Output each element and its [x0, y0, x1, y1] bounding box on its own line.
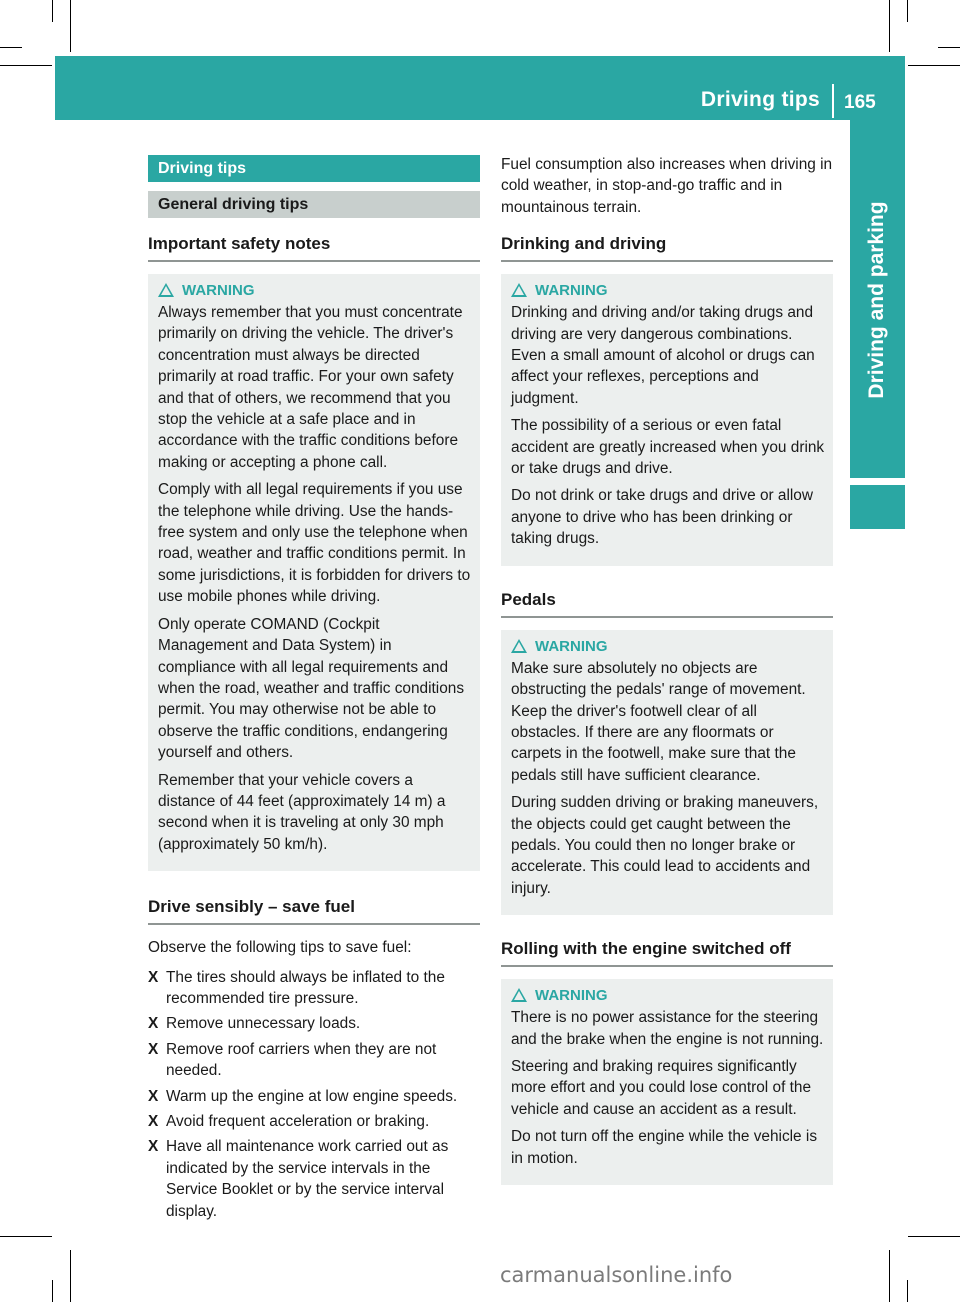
warning-paragraph: Always remember that you must concentrate primarily on driving the vehicle. The driver's concentration must always be directed primarily at road traffic. For your own safety and that of others, we recommend that you stop the vehicle at a safe place and in accordance with the traffic conditions before making or accepting a phone call. — [158, 304, 463, 471]
drinking-heading: Drinking and driving — [501, 232, 833, 262]
crop-mark — [907, 0, 908, 22]
fuel-tips-list — [148, 967, 480, 1222]
fuel-consumption-note: Fuel consumption also increases when driving in cold weather, in stop-and-go traffic and in mountainous terrain. — [501, 156, 833, 216]
important-safety-heading: Important safety notes — [148, 232, 480, 262]
crop-mark — [938, 47, 960, 48]
warning-box — [148, 274, 480, 871]
side-tab-marker — [850, 485, 905, 529]
side-tab-label: Driving and parking — [865, 201, 888, 399]
warning-label: WARNING — [182, 282, 255, 299]
warning-paragraph: Only operate COMAND (Cockpit Management and Data System) in compliance with all legal requirements and when the road, weather and traffic conditions permit. You may otherwise not be able to observe the traffic conditions, endangering yourself and others. — [158, 615, 465, 762]
warning-paragraph: The possibility of a serious or even fatal accident are greatly increased when you drink or take drugs and drive. — [511, 417, 825, 478]
arrow-bullet-icon: X — [148, 1113, 159, 1130]
crop-mark — [0, 1236, 52, 1237]
rolling-heading: Rolling with the engine switched off — [501, 937, 833, 967]
list-item: X Remove roof carriers when they are not needed. — [148, 1040, 437, 1080]
list-item: X The tires should always be inflated to the recommended tire pressure. — [148, 968, 445, 1007]
arrow-bullet-icon: X — [148, 1015, 159, 1033]
right-column — [501, 150, 833, 1203]
warning-paragraph: Make sure absolutely no objects are obstructing the pedals' range of movement. Keep the driver's footwell clear of all obstacles. If there are any floormats or carpets in the footwell, make sure that the pedals still have sufficient clearance. — [511, 659, 806, 784]
warning-paragraph: Do not drink or take drugs and drive or allow anyone to drive who has been drinking or taking drugs. — [511, 487, 813, 548]
warning-header — [511, 985, 825, 1007]
crop-mark — [907, 1280, 908, 1302]
crop-mark — [52, 0, 53, 22]
warning-box — [501, 979, 833, 1185]
list-item: X Avoid frequent acceleration or braking. — [148, 1111, 480, 1132]
watermark: carmanualsonline.info — [500, 1263, 733, 1287]
warning-icon — [511, 988, 527, 1002]
crop-mark — [889, 1250, 890, 1302]
warning-box — [501, 274, 833, 565]
crop-mark — [0, 47, 22, 48]
crop-mark — [52, 1280, 53, 1302]
warning-header — [158, 280, 472, 302]
crop-mark — [908, 65, 960, 66]
warning-header — [511, 636, 825, 658]
page-number: 165 — [844, 92, 876, 113]
pedals-heading: Pedals — [501, 588, 833, 618]
left-column — [148, 150, 480, 1226]
list-item: X Have all maintenance work carried out as indicated by the service intervals in the Service Booklet or by the service interval display. — [148, 1138, 449, 1220]
crop-mark — [889, 0, 890, 52]
warning-paragraph: Drinking and driving and/or taking drugs and driving are very dangerous combinations. Even a small amount of alcohol or drugs can affect your reflexes, perceptions and judgment. — [511, 304, 815, 407]
section-title: Driving tips — [148, 155, 480, 182]
arrow-bullet-icon: X — [148, 1138, 159, 1156]
warning-paragraph: Do not turn off the engine while the vehicle is in motion. — [511, 1128, 818, 1167]
warning-paragraph: During sudden driving or braking maneuvers, the objects could get caught between the pedals. You could then no longer brake or accelerate. This could lead to accidents and injury. — [511, 794, 819, 897]
warning-paragraph: Steering and braking requires significantly more effort and you could lose control of the vehicle and cause an accident as a result. — [511, 1057, 812, 1118]
warning-label: WARNING — [535, 637, 608, 655]
list-item: X Warm up the engine at low engine speeds. — [148, 1086, 480, 1107]
warning-paragraph: Remember that your vehicle covers a distance of 44 feet (approximately 14 m) a second when it is traveling at only 30 mph (approximately 50 km/h). — [158, 771, 446, 853]
arrow-bullet-icon: X — [148, 1040, 159, 1058]
warning-icon — [511, 283, 527, 297]
fuel-intro: Observe the following tips to save fuel: — [148, 939, 412, 957]
crop-mark — [0, 65, 52, 66]
arrow-bullet-icon: X — [148, 1087, 159, 1105]
crop-mark — [70, 1250, 71, 1302]
warning-icon — [511, 639, 527, 653]
warning-box — [501, 630, 833, 915]
warning-icon — [158, 283, 174, 297]
subsection-title: General driving tips — [148, 191, 480, 218]
crop-mark — [70, 0, 71, 52]
warning-paragraph: There is no power assistance for the steering and the brake when the engine is not running. — [511, 1009, 824, 1048]
list-item: X Remove unnecessary loads. — [148, 1013, 480, 1034]
arrow-bullet-icon: X — [148, 968, 159, 986]
header-title: Driving tips — [700, 88, 820, 111]
header-separator — [832, 84, 834, 118]
warning-label: WARNING — [535, 282, 608, 300]
warning-header — [511, 280, 825, 302]
crop-mark — [908, 1236, 960, 1237]
fuel-heading: Drive sensibly – save fuel — [148, 895, 480, 925]
warning-label: WARNING — [535, 987, 608, 1005]
warning-paragraph: Comply with all legal requirements if you use the telephone while driving. Use the hands-free system and only use the telephone when road, weather and traffic conditions permit. In some jurisdictions, it is forbidden for drivers to use mobile phones while driving. — [158, 481, 471, 606]
